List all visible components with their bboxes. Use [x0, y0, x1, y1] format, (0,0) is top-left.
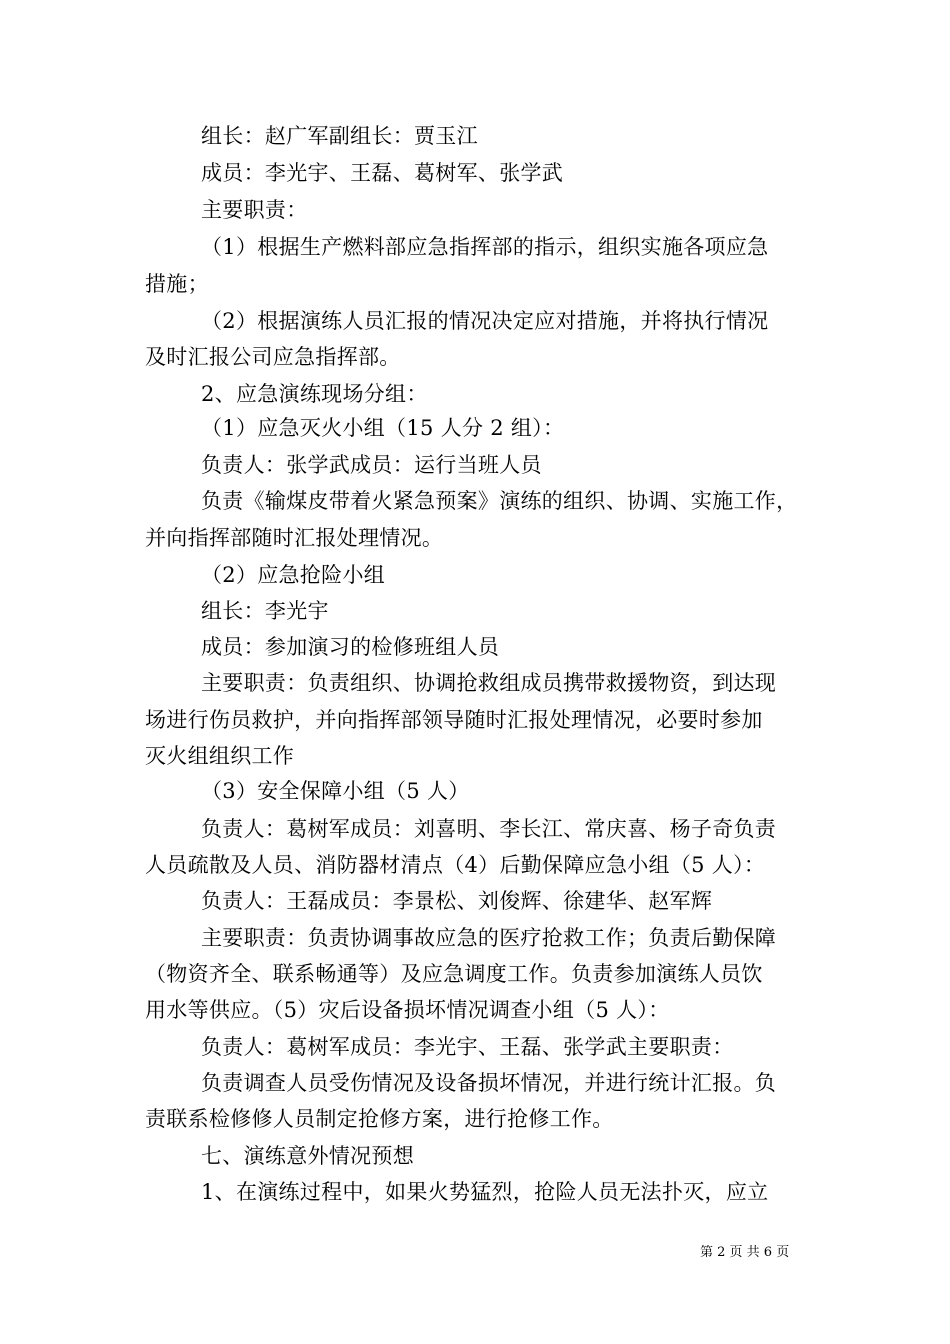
- text-line: 成员：参加演习的检修班组人员: [201, 635, 500, 659]
- page-number-footer: 第 2 页 共 6 页: [700, 1245, 790, 1260]
- text-line: （物资齐全、联系畅通等）及应急调度工作。负责参加演练人员饮: [145, 962, 763, 986]
- text-line: 负责人：葛树军成员：李光宇、王磊、张学武主要职责：: [201, 1035, 734, 1059]
- text-line: 1、在演练过程中，如果火势猛烈，抢险人员无法扑灭，应立: [201, 1180, 769, 1204]
- text-line: 主要职责：负责协调事故应急的医疗抢救工作；负责后勤保障: [201, 926, 777, 950]
- text-line: （1）根据生产燃料部应急指挥部的指示，组织实施各项应急: [201, 235, 769, 259]
- text-line: 场进行伤员救护，并向指挥部领导随时汇报处理情况，必要时参加: [145, 708, 763, 732]
- text-line: 主要职责：: [201, 198, 308, 222]
- text-line: （3）安全保障小组（5 人）: [201, 779, 470, 803]
- text-line: 组长：李光宇: [201, 599, 329, 623]
- text-line: 负责《输煤皮带着火紧急预案》演练的组织、协调、实施工作，: [201, 489, 798, 513]
- text-line: 并向指挥部随时汇报处理情况。: [145, 526, 444, 550]
- text-line: 灭火组组织工作: [145, 744, 295, 768]
- text-line: 2、应急演练现场分组：: [201, 382, 428, 406]
- text-line: 用水等供应。（5）灾后设备损坏情况调查小组（5 人）：: [145, 998, 670, 1022]
- text-line: （2）应急抢险小组: [201, 563, 386, 587]
- text-line: 负责人：葛树军成员：刘喜明、李长江、常庆喜、杨子奇负责: [201, 817, 777, 841]
- text-line: 措施；: [145, 272, 209, 296]
- text-line: 责联系检修修人员制定抢修方案，进行抢修工作。: [145, 1107, 614, 1131]
- text-line: 主要职责：负责组织、协调抢救组成员携带救援物资，到达现: [201, 671, 777, 695]
- text-line: 七、演练意外情况预想: [201, 1144, 414, 1168]
- text-line: 人员疏散及人员、消防器材清点（4）后勤保障应急小组（5 人）：: [145, 853, 766, 877]
- text-line: （2）根据演练人员汇报的情况决定应对措施，并将执行情况: [201, 309, 769, 333]
- text-line: 负责人：王磊成员：李景松、刘俊辉、徐建华、赵军辉: [201, 889, 713, 913]
- text-line: 负责人：张学武成员：运行当班人员: [201, 453, 542, 477]
- text-line: 组长：赵广军副组长：贾玉江: [201, 124, 478, 148]
- text-line: 负责调查人员受伤情况及设备损坏情况，并进行统计汇报。负: [201, 1071, 777, 1095]
- text-line: 及时汇报公司应急指挥部。: [145, 345, 401, 369]
- text-line: 成员：李光宇、王磊、葛树军、张学武: [201, 161, 564, 185]
- text-line: （1）应急灭火小组（15 人分 2 组）：: [201, 416, 565, 440]
